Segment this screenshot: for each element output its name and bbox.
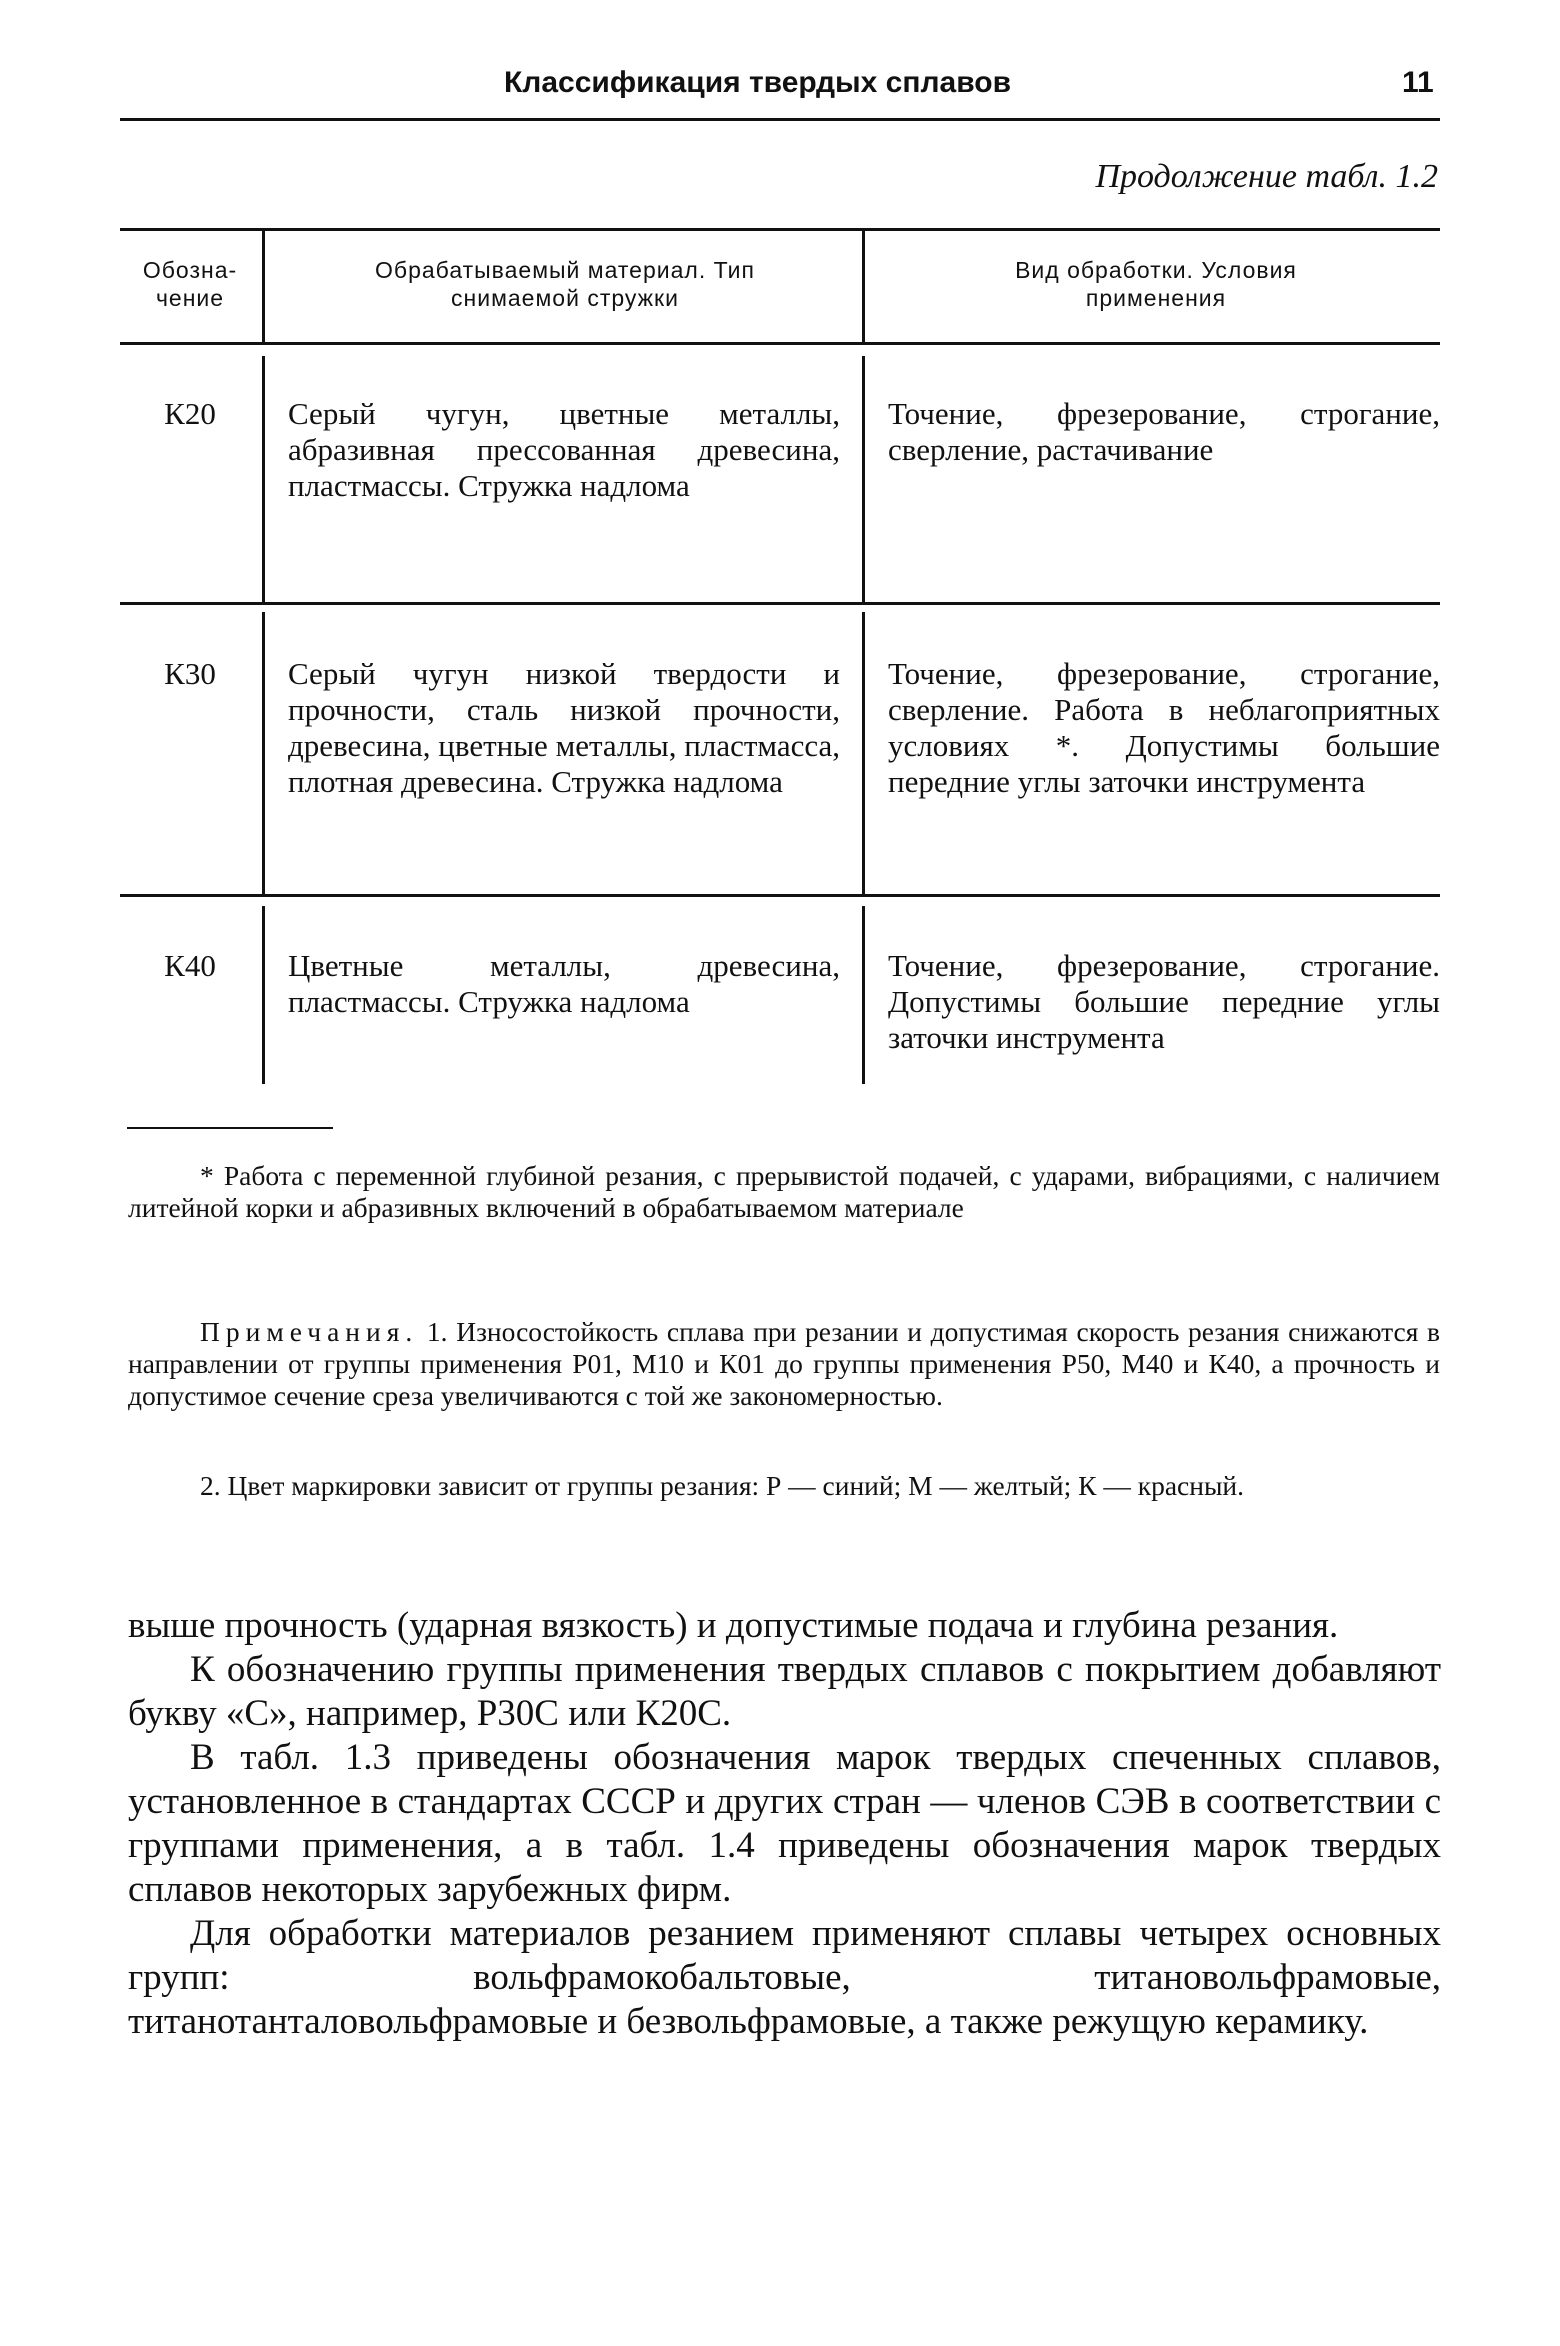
footnote-rule <box>127 1127 333 1129</box>
table-row-material: Серый чугун низкой твердости и прочности, сталь низкой прочности, древесина, цветные металлы, пластмасса, плотная древесина. Стружка надлома <box>288 656 840 799</box>
notes-label: Примечания. <box>200 1316 419 1347</box>
column-header-designation: Обозна-чение <box>142 257 238 311</box>
table-row-code: К20 <box>164 396 216 431</box>
body-text <box>128 1604 1441 2044</box>
row-divider <box>120 894 1440 897</box>
body-paragraph: Для обработки материалов резанием применяют сплавы четырех основных групп: вольфрамокобальтовые, титановольфрамовые, титанотанталовольфрамовые и безвольфрамовые, а также режущую керамику. <box>128 1913 1441 2042</box>
column-separator <box>262 906 265 1084</box>
note-2: 2. Цвет маркировки зависит от группы резания: Р — синий; М — желтый; К — красный. <box>200 1470 1245 1501</box>
table-row-material: Серый чугун, цветные металлы, абразивная прессованная древесина, пластмассы. Стружка надлома <box>288 396 840 503</box>
note-1-text: 1. Износостойкость сплава при резании и допустимая скорость резания снижаются в направлении от группы применения Р01, М10 и К01 до группы применения Р50, М40 и К40, а прочность и допустимое сечение среза увеличиваются с той же закономерностью. <box>128 1316 1441 1411</box>
column-separator <box>262 612 265 894</box>
body-paragraph: выше прочность (ударная вязкость) и допустимые подача и глубина резания. <box>128 1605 1339 1646</box>
row-divider <box>120 602 1440 605</box>
column-separator <box>262 228 265 342</box>
column-separator <box>862 228 865 342</box>
table-header-rule <box>120 342 1440 345</box>
footnote: * Работа с переменной глубиной резания, с прерывистой подачей, с ударами, вибрациями, с наличием литейной корки и абразивных включений в обрабатываемом материале <box>128 1160 1440 1223</box>
table-row-material: Цветные металлы, древесина, пластмассы. Стружка надлома <box>288 948 840 1019</box>
running-title: Классификация твердых сплавов <box>504 66 1012 99</box>
body-paragraph: В табл. 1.3 приведены обозначения марок твердых спеченных сплавов, установленное в стандартах СССР и других стран — членов СЭВ в соответствии с группами применения, а в табл. 1.4 приведены обозначения марок твердых сплавов некоторых зарубежных фирм. <box>128 1737 1441 1910</box>
table-continuation-caption: Продолжение табл. 1.2 <box>1095 158 1438 195</box>
column-separator <box>862 906 865 1084</box>
table-row-processing: Точение, фрезерование, строгание, сверление. Работа в неблагоприятных условиях *. Допустимы большие передние углы заточки инструмента <box>888 656 1440 799</box>
body-paragraph: К обозначению группы применения твердых сплавов с покрытием добавляют букву «С», например, Р30С или К20С. <box>128 1649 1441 1734</box>
table-row-processing: Точение, фрезерование, строгание, сверление, растачивание <box>888 396 1440 467</box>
page-number: 11 <box>1402 66 1434 99</box>
table-row-code: К30 <box>164 656 216 691</box>
column-separator <box>862 612 865 894</box>
table-top-rule <box>120 228 1440 231</box>
table-row-code: К40 <box>164 948 216 983</box>
note-1 <box>128 1316 1440 1412</box>
table-row-processing: Точение, фрезерование, строгание. Допустимы большие передние углы заточки инструмента <box>888 948 1440 1055</box>
column-header-material: Обрабатываемый материал. Тип снимаемой стружки <box>375 257 755 311</box>
column-header-processing: Вид обработки. Условия применения <box>1015 257 1297 311</box>
header-rule <box>120 118 1440 121</box>
column-separator <box>862 356 865 602</box>
column-separator <box>262 356 265 602</box>
